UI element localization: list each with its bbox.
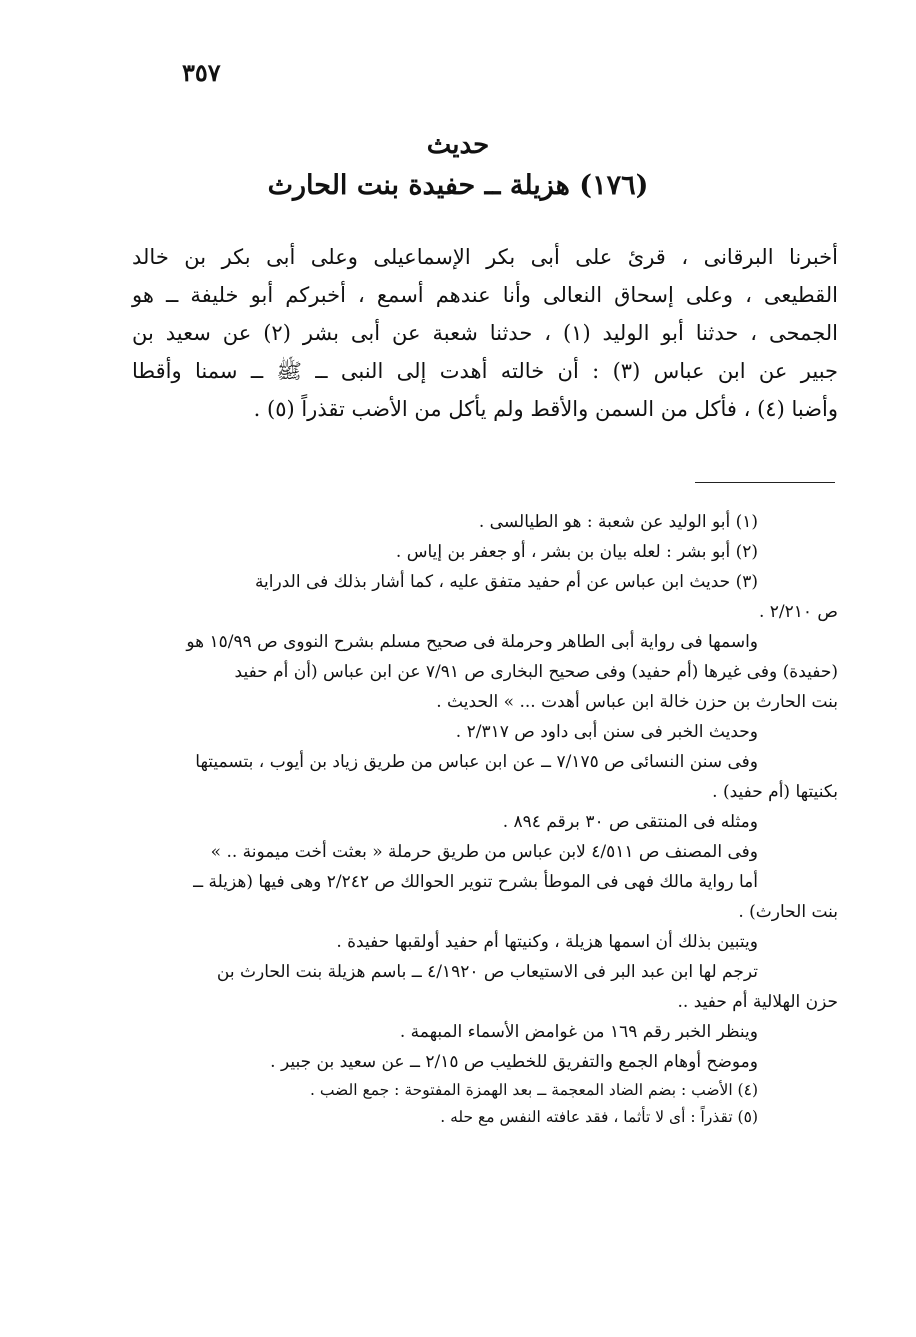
body-line: الجمحى ، حدثنا أبو الوليد (١) ، حدثنا شعبة عن أبى بشر (٢) عن سعيد بن xyxy=(132,321,838,345)
footnote-line: وفى سنن النسائى ص ٧/١٧٥ ــ عن ابن عباس من طريق زياد بن أيوب ، بتسميتها xyxy=(195,752,758,772)
footnote-line: أما رواية مالك فهى فى الموطأ بشرح تنوير الحوالك ص ٢/٢٤٢ وهى فيها (هزيلة ــ xyxy=(193,872,758,892)
body-line: وأضبا (٤) ، فأكل من السمن والأقط ولم يأكل من الأضب تقذراً (٥) . xyxy=(253,397,838,421)
footnote-line: وحديث الخبر فى سنن أبى داود ص ٢/٣١٧ . xyxy=(455,722,758,742)
footnote-line: (٥) تقذراً : أى لا تأثما ، فقد عافته النفس مع حله . xyxy=(440,1108,758,1126)
footnote-line: ص ٢/٢١٠ . xyxy=(758,602,838,622)
footnote-line: واسمها فى رواية أبى الطاهر وحرملة فى صحيح مسلم بشرح النووى ص ١٥/٩٩ هو xyxy=(186,632,758,652)
footnotes xyxy=(128,507,838,1131)
entry-title: (١٧٦) هزيلة ــ حفيدة بنت الحارث xyxy=(267,170,649,201)
footnote-line: بنت الحارث بن حزن خالة ابن عباس أهدت ... » الحديث . xyxy=(436,692,838,712)
footnote-line: ومثله فى المنتقى ص ٣٠ برقم ٨٩٤ . xyxy=(502,812,758,832)
hadith-text xyxy=(132,238,838,428)
body-line: جبير عن ابن عباس (٣) : أن خالته أهدت إلى النبى ــ ﷺ ــ سمنا وأقطا xyxy=(132,359,839,383)
page-number: ٣٥٧ xyxy=(182,58,221,87)
footnote-line: وفى المصنف ص ٤/٥١١ لابن عباس من طريق حرملة « بعثت أخت ميمونة .. » xyxy=(210,842,758,862)
body-line: أخبرنا البرقانى ، قرئ على أبى بكر الإسماعيلى وعلى أبى بكر بن خالد xyxy=(132,245,838,269)
footnote-line: (٢) أبو بشر : لعله بيان بن بشر ، أو جعفر بن إياس . xyxy=(395,542,758,562)
footnote-line: بنت الحارث) . xyxy=(738,902,838,922)
footnote-line: (١) أبو الوليد عن شعبة : هو الطيالسى . xyxy=(478,512,758,532)
footnote-line: وموضح أوهام الجمع والتفريق للخطيب ص ٢/١٥ ــ عن سعيد بن جبير . xyxy=(270,1052,758,1072)
footnote-line: (٤) الأضب : بضم الضاد المعجمة ــ بعد الهمزة المفتوحة : جمع الضب . xyxy=(309,1081,758,1099)
footnote-line: حزن الهلالية أم حفيد .. xyxy=(677,992,838,1012)
footnote-line: (حفيدة) وفى غيرها (أم حفيد) وفى صحيح البخارى ص ٧/٩١ عن ابن عباس (أن أم حفيد xyxy=(234,662,838,682)
footnote-line: ويتبين بذلك أن اسمها هزيلة ، وكنيتها أم حفيد أولقبها حفيدة . xyxy=(336,932,758,952)
body-line: القطيعى ، وعلى إسحاق النعالى وأنا عندهم أسمع ، أخبركم أبو خليفة ــ هو xyxy=(132,283,838,307)
footnote-separator xyxy=(695,482,835,483)
footnote-line: بكنيتها (أم حفيد) . xyxy=(712,782,838,802)
footnote-line: (٣) حديث ابن عباس عن أم حفيد متفق عليه ، كما أشار بذلك فى الدراية xyxy=(254,572,758,592)
section-title: حديث xyxy=(426,130,490,160)
footnote-line: ترجم لها ابن عبد البر فى الاستيعاب ص ٤/١٩٢٠ ــ باسم هزيلة بنت الحارث بن xyxy=(216,962,758,982)
footnote-line: وينظر الخبر رقم ١٦٩ من غوامض الأسماء المبهمة . xyxy=(399,1022,758,1042)
